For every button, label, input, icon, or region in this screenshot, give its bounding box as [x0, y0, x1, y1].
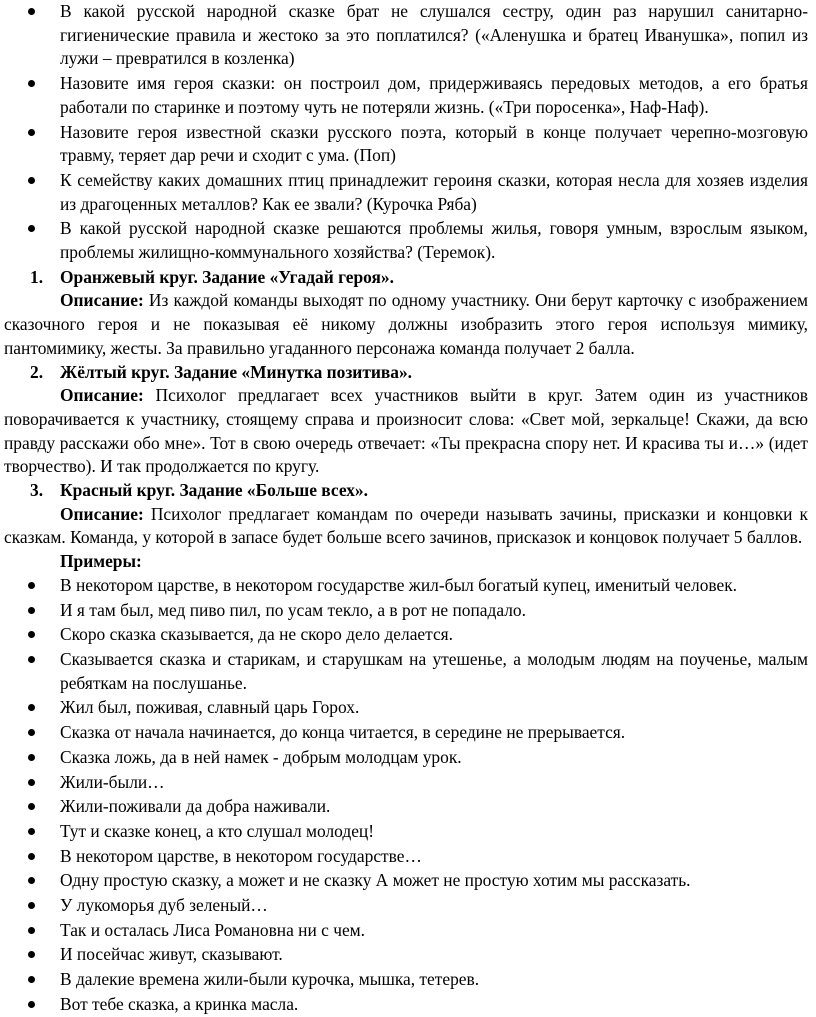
section-heading-3 [4, 479, 808, 503]
examples-heading: Примеры: [60, 551, 142, 572]
list-item: И посейчас живут, сказывают. [4, 943, 808, 967]
description-label: Описание: [60, 290, 144, 311]
list-item: Вот тебе сказка, а кринка масла. [4, 993, 808, 1017]
description-label: Описание: [60, 385, 144, 406]
section-number: 1. [30, 266, 44, 287]
section-heading-1 [4, 266, 808, 290]
section-title: Оранжевый круг. Задание «Угадай героя». [60, 266, 394, 287]
list-item: Сказка от начала начинается, до конца читается, в середине не прерывается. [4, 721, 808, 745]
list-item: Сказывается сказка и старикам, и старушкам на утешенье, а молодым людям на поученье, малым ребяткам на послушанье. [4, 648, 808, 695]
description-label: Описание: [60, 503, 144, 524]
examples-list [4, 574, 808, 1017]
list-item: И я там был, мед пиво пил, по усам текло, а в рот не попадало. [4, 599, 808, 623]
list-item: Жил был, поживая, славный царь Горох. [4, 696, 808, 720]
list-item: В какой русской народной сказке решаются проблемы жилья, говоря умным, взрослым языком, проблемы жилищно-коммунального хозяйства? (Теремок). [4, 217, 808, 264]
list-item: Жили-поживали да добра наживали. [4, 795, 808, 819]
section-description-3 [4, 503, 808, 550]
section-number: 3. [30, 480, 44, 501]
section-description-2 [4, 384, 808, 479]
description-text: Психолог предлагает всех участников выйти в круг. Затем один из участников поворачивается к участнику, стоящему справа и произносит слова: «Свет мой, зеркальце! Скажи, да всю правду расскажи обо мне». Тот в свою очередь отвечает: «Ты прекрасна спору нет. И красива ты и…» (идет творчество). И так продолжается по кругу. [4, 385, 808, 477]
list-item: В некотором царстве, в некотором государстве жил-был богатый купец, именитый человек. [4, 574, 808, 598]
list-item: Скоро сказка сказывается, да не скоро дело делается. [4, 623, 808, 647]
list-item: Одну простую сказку, а может и не сказку А может не простую хотим мы рассказать. [4, 869, 808, 893]
section-description-1 [4, 289, 808, 360]
section-title: Жёлтый круг. Задание «Минутка позитива». [60, 361, 413, 382]
list-item: К семейству каких домашних птиц принадлежит героиня сказки, которая несла для хозяев изделия из драгоценных металлов? Как ее звали? (Курочка Ряба) [4, 169, 808, 216]
list-item: Тут и сказке конец, а кто слушал молодец! [4, 820, 808, 844]
list-item: Так и осталась Лиса Романовна ни с чем. [4, 919, 808, 943]
list-item: Назовите имя героя сказки: он построил дом, придерживаясь передовых методов, а его братья работали по старинке и поэтому чуть не потеряли жизнь. («Три поросенка», Наф-Наф). [4, 72, 808, 119]
section-number: 2. [30, 361, 44, 382]
intro-question-list [4, 0, 808, 265]
description-text: Психолог предлагает командам по очереди называть зачины, присказки и концовки к сказкам. Команда, у которой в запасе будет больше всего зачинов, присказок и концовок получает 5 баллов. [4, 503, 808, 548]
section-title: Красный круг. Задание «Больше всех». [60, 480, 368, 501]
list-item: Жили-были… [4, 771, 808, 795]
list-item: Назовите героя известной сказки русского поэта, который в конце получает черепно-мозговую травму, теряет дар речи и сходит с ума. (Поп) [4, 121, 808, 168]
list-item: В какой русской народной сказке брат не слушался сестру, один раз нарушил санитарно-гигиенические правила и жестоко за это поплатился? («Аленушка и братец Иванушка», попил из лужи – превратился в козленка) [4, 0, 808, 71]
list-item: Сказка ложь, да в ней намек - добрым молодцам урок. [4, 746, 808, 770]
list-item: В некотором царстве, в некотором государстве… [4, 845, 808, 869]
section-heading-2 [4, 361, 808, 385]
list-item: В далекие времена жили-были курочка, мышка, тетерев. [4, 968, 808, 992]
list-item: У лукоморья дуб зеленый… [4, 894, 808, 918]
description-text: Из каждой команды выходят по одному участнику. Они берут карточку с изображением сказочного героя и не показывая её никому должны изобразить этого героя используя мимику, пантомимику, жесты. За правильно угаданного персонажа команда получает 2 балла. [4, 290, 808, 358]
